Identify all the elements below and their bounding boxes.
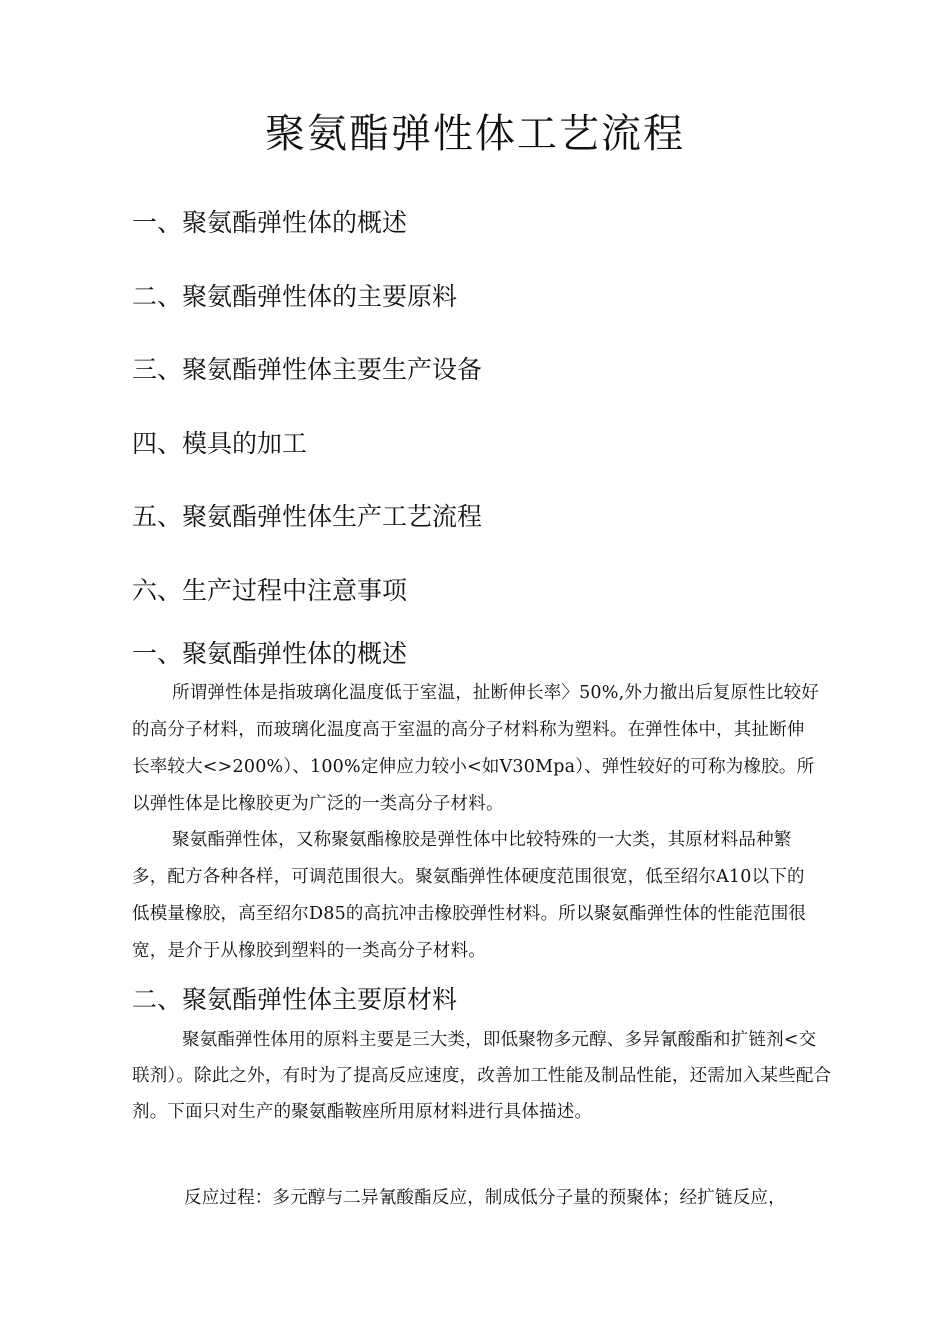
document-title: 聚氨酯弹性体工艺流程	[265, 111, 685, 157]
body-paragraph: 聚氨酯弹性体用的原料主要是三大类，即低聚物多元醇、多异氰酸酯和扩链剂<交联剂）。除此之外，有时为了提高反应速度，改善加工性能及制品性能，还需加入某些配合剂。下面只对生产的聚氨酯鞍座所用原材料进行具体描述。	[132, 1030, 832, 1122]
toc-item: 一、聚氨酯弹性体的概述	[132, 208, 408, 237]
toc-item: 五、聚氨酯弹性体生产工艺流程	[132, 502, 483, 531]
toc-item: 四、模具的加工	[132, 429, 308, 458]
toc-item: 六、生产过程中注意事项	[132, 576, 408, 605]
body-paragraph: 反应过程：多元醇与二异氰酸酯反应，制成低分子量的预聚体；经扩链反应，	[184, 1188, 786, 1208]
toc-item: 二、聚氨酯弹性体的主要原料	[132, 282, 458, 311]
section-heading: 一、聚氨酯弹性体的概述	[132, 639, 408, 668]
body-paragraph: 聚氨酯弹性体，又称聚氨酯橡胶是弹性体中比较特殊的一大类，其原材料品种繁多，配方各种各样，可调范围很大。聚氨酯弹性体硬度范围很宽，低至绍尔A10以下的低模量橡胶，高至绍尔D85的高抗冲击橡胶弹性材料。所以聚氨酯弹性体的性能范围很宽，是介于从橡胶到塑料的一类高分子材料。	[132, 830, 807, 961]
section-heading: 二、聚氨酯弹性体主要原材料	[132, 985, 458, 1014]
toc-item: 三、聚氨酯弹性体主要生产设备	[132, 355, 483, 384]
body-paragraph: 所谓弹性体是指玻璃化温度低于室温，扯断伸长率〉50%,外力撤出后复原性比较好的高分子材料，而玻璃化温度高于室温的高分子材料称为塑料。在弹性体中，其扯断伸长率较大<>200%）、100%定伸应力较小<如V30Mpa）、弹性较好的可称为橡胶。所以弹性体是比橡胶更为广泛的一类高分子材料。	[132, 683, 820, 814]
